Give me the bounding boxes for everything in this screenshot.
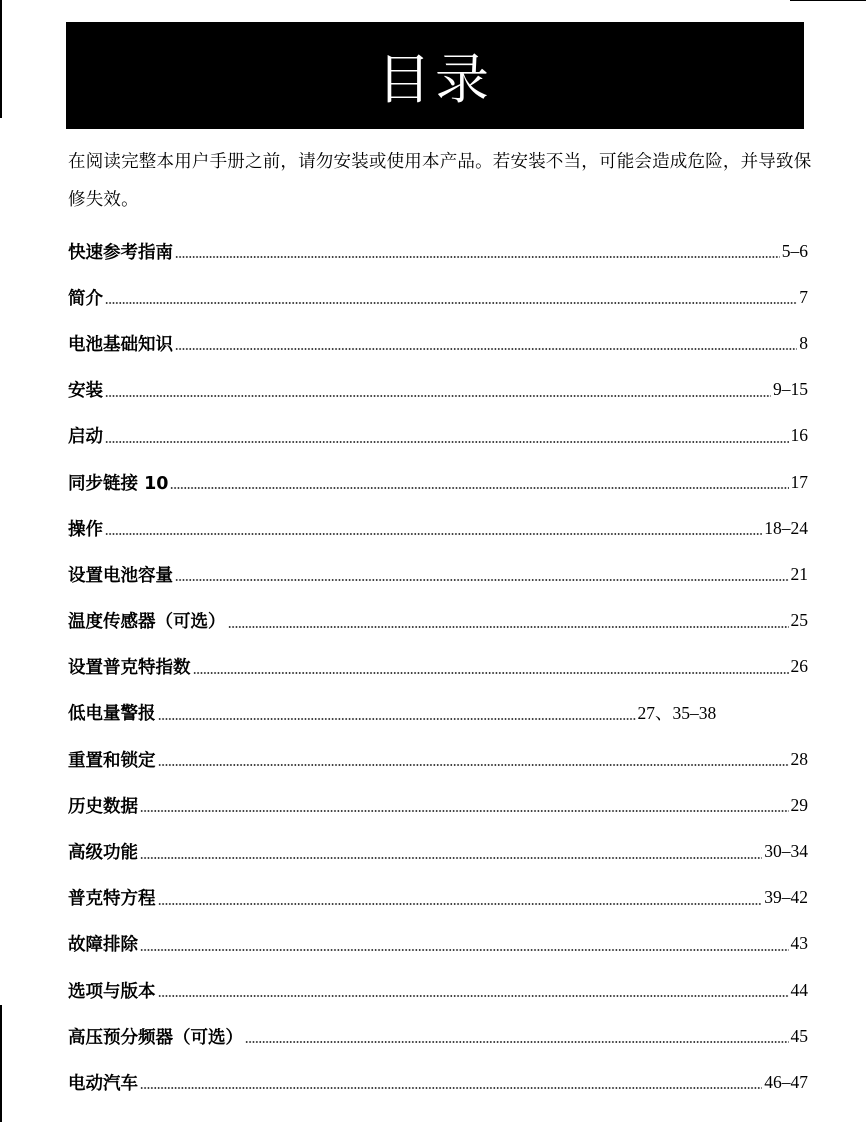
toc-entry-page: 29	[790, 794, 808, 815]
toc-entry-label: 选项与版本	[68, 981, 156, 1002]
toc-entry-label: 设置电池容量	[68, 565, 173, 586]
toc-dot-leader	[175, 579, 789, 581]
toc-entry-page: 5–6	[781, 240, 808, 261]
toc-entry-page: 17	[790, 471, 808, 492]
toc-dot-leader	[175, 348, 797, 350]
toc-entry-label: 故障排除	[68, 935, 138, 956]
toc-entry-page: 9–15	[773, 379, 808, 400]
toc-dot-leader	[105, 533, 762, 535]
toc-entry[interactable]	[68, 690, 808, 736]
table-of-contents	[68, 228, 808, 1106]
toc-entry-label: 启动	[68, 427, 103, 448]
toc-dot-leader	[158, 903, 763, 905]
toc-entry-label: 温度传感器（可选）	[68, 612, 226, 633]
intro-paragraph: 在阅读完整本用户手册之前，请勿安装或使用本产品。若安装不当，可能会造成危险，并导致保修失效。	[68, 152, 812, 210]
corner-crop-mark	[790, 0, 866, 1]
toc-entry[interactable]	[68, 921, 808, 967]
toc-dot-leader	[193, 672, 789, 674]
toc-entry-page: 25	[790, 610, 808, 631]
toc-entry-page: 44	[790, 979, 808, 1000]
toc-dot-leader	[105, 302, 797, 304]
toc-entry[interactable]	[68, 228, 808, 274]
toc-entry-label: 同步链接 10	[68, 473, 169, 494]
toc-entry-page: 21	[790, 563, 808, 584]
toc-dot-leader	[228, 626, 789, 628]
toc-entry-page: 26	[790, 656, 808, 677]
toc-dot-leader	[105, 395, 771, 397]
toc-entry-page: 8	[799, 332, 808, 353]
title-banner	[66, 22, 804, 129]
toc-entry-label: 电池基础知识	[68, 334, 173, 355]
toc-entry[interactable]	[68, 828, 808, 874]
toc-entry-label: 历史数据	[68, 796, 138, 817]
page-edge-line-bottom	[0, 1005, 2, 1122]
toc-entry[interactable]	[68, 413, 808, 459]
toc-dot-leader	[175, 256, 780, 258]
toc-entry[interactable]	[68, 459, 808, 505]
toc-entry[interactable]	[68, 875, 808, 921]
toc-entry-label: 高压预分频器（可选）	[68, 1027, 243, 1048]
toc-entry[interactable]	[68, 505, 808, 551]
toc-dot-leader	[158, 764, 789, 766]
toc-dot-leader	[105, 441, 789, 443]
toc-entry-label: 快速参考指南	[68, 242, 173, 263]
toc-entry-page: 18–24	[764, 517, 808, 538]
toc-entry-label: 安装	[68, 381, 103, 402]
toc-dot-leader	[140, 857, 762, 859]
toc-entry-page: 43	[790, 933, 808, 954]
toc-entry[interactable]	[68, 967, 808, 1013]
toc-entry-page: 27、35–38	[637, 703, 717, 724]
toc-dot-leader	[140, 810, 789, 812]
toc-entry-label: 重置和锁定	[68, 750, 156, 771]
toc-entry-page: 39–42	[764, 887, 808, 908]
toc-entry[interactable]	[68, 782, 808, 828]
toc-entry[interactable]	[68, 1013, 808, 1059]
page-edge-line-top	[0, 0, 2, 118]
toc-entry[interactable]	[68, 644, 808, 690]
toc-entry[interactable]	[68, 1059, 808, 1105]
page-title: 目录	[377, 48, 493, 111]
toc-entry[interactable]	[68, 551, 808, 597]
toc-dot-leader	[140, 949, 789, 951]
toc-entry[interactable]	[68, 367, 808, 413]
toc-entry-label: 普克特方程	[68, 889, 156, 910]
toc-entry[interactable]	[68, 598, 808, 644]
toc-entry-page: 46–47	[764, 1071, 808, 1092]
toc-entry-label: 设置普克特指数	[68, 658, 191, 679]
toc-entry[interactable]	[68, 320, 808, 366]
toc-entry-page: 45	[790, 1025, 808, 1046]
toc-dot-leader	[158, 718, 636, 720]
toc-entry-page: 16	[790, 425, 808, 446]
toc-entry-label: 电动汽车	[68, 1073, 138, 1094]
toc-dot-leader	[140, 1087, 762, 1089]
toc-entry-label: 高级功能	[68, 843, 138, 864]
toc-entry-page: 7	[799, 286, 808, 307]
toc-dot-leader	[158, 995, 789, 997]
toc-entry-label: 低电量警报	[68, 704, 156, 725]
toc-dot-leader	[245, 1041, 789, 1043]
toc-dot-leader	[170, 487, 788, 489]
toc-entry-label: 简介	[68, 288, 103, 309]
toc-entry[interactable]	[68, 274, 808, 320]
toc-entry-label: 操作	[68, 519, 103, 540]
toc-entry-page: 28	[790, 748, 808, 769]
toc-entry-page: 30–34	[764, 841, 808, 862]
toc-entry[interactable]	[68, 736, 808, 782]
